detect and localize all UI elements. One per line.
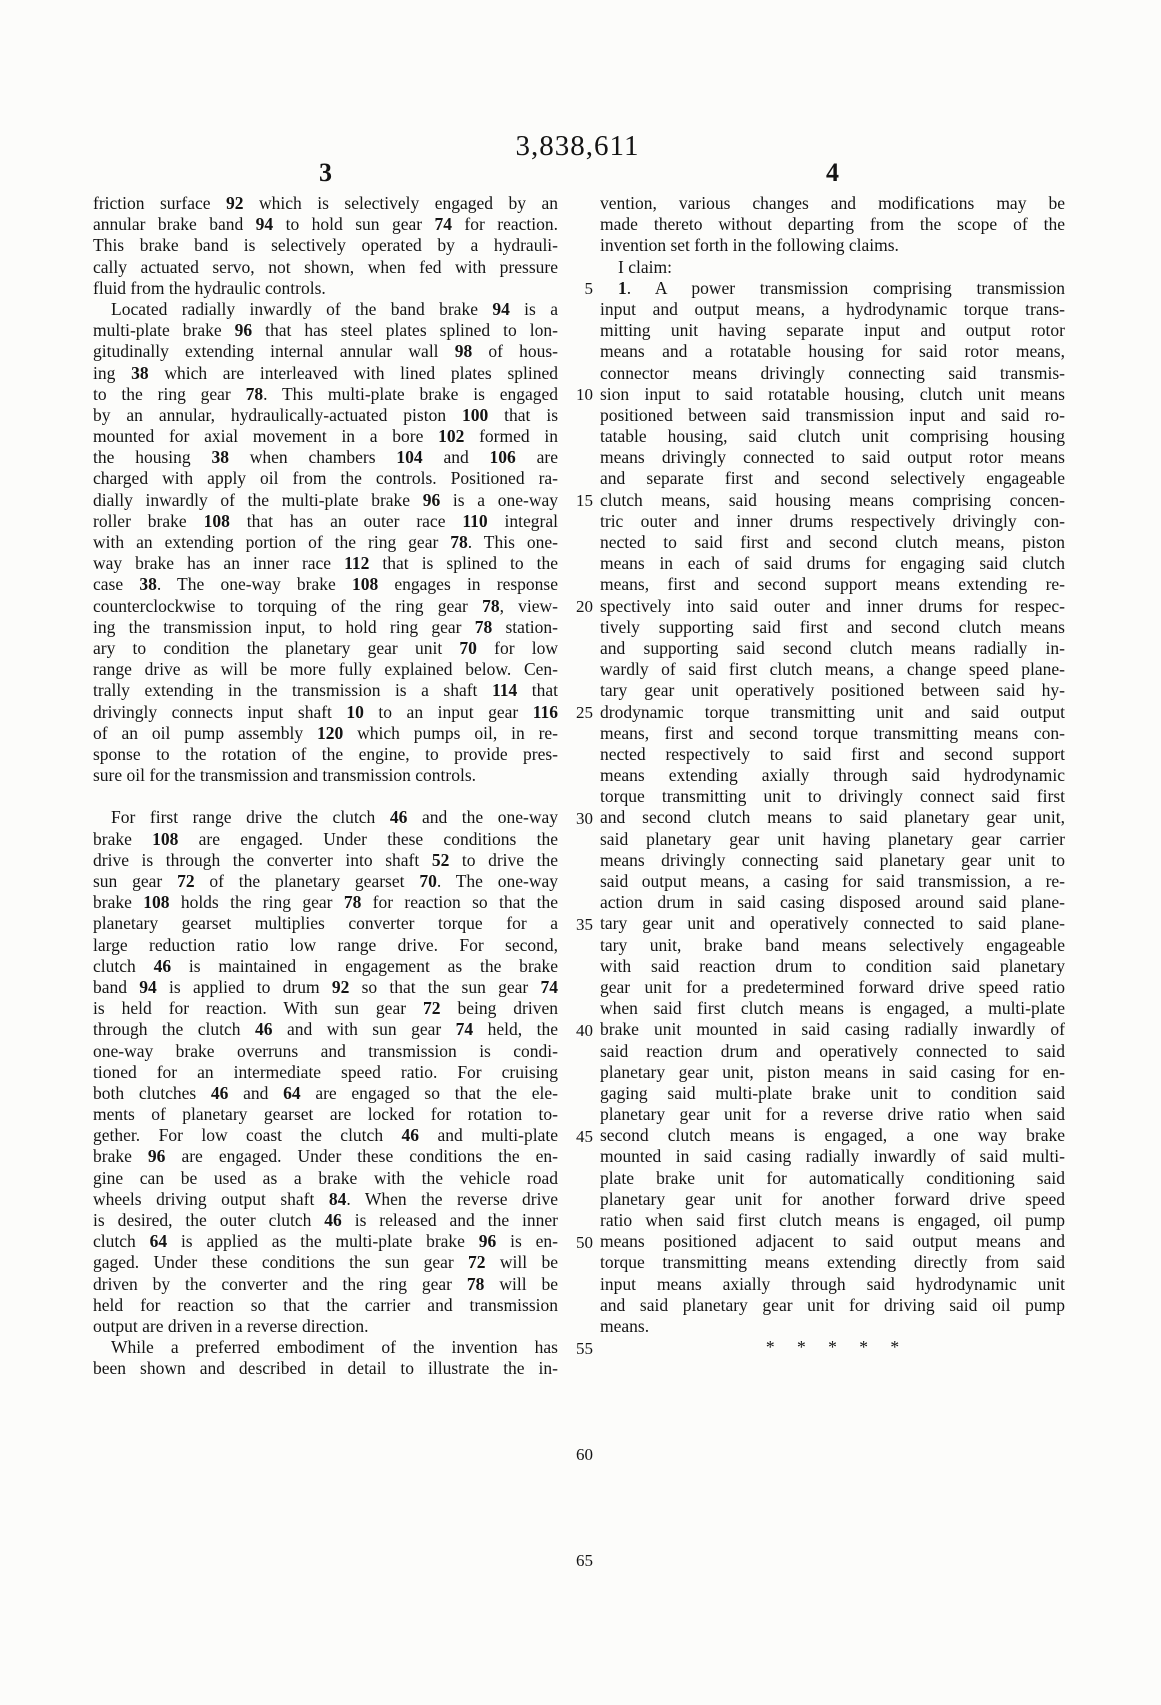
text-line: mounted in said casing radially inwardly of said multi- [600, 1146, 1065, 1167]
text-line: way brake has an inner race 112 that is splined to the [93, 553, 558, 574]
text-line: vention, various changes and modifications may be [600, 193, 1065, 213]
line-number: 35 [576, 914, 593, 934]
text-line: output are driven in a reverse direction. [93, 1315, 369, 1336]
text-line: wheels driving output shaft 84. When the reverse drive [93, 1188, 558, 1209]
line-number: 20 [576, 596, 593, 616]
text-line: torque transmitting unit to drivingly connect said first [600, 786, 1065, 807]
text-line: range drive as will be more fully explained below. Cen- [93, 659, 558, 680]
text-line: input means axially through said hydrodynamic unit [600, 1273, 1065, 1294]
text-line: torque transmitting means extending directly from said [600, 1252, 1065, 1273]
text-line: tary gear unit and operatively connected to said plane- [600, 913, 1065, 934]
column-left-text [93, 193, 558, 1380]
text-line: means extending axially through said hydrodynamic [600, 765, 1065, 786]
text-line: gaged. Under these conditions the sun gear 72 will be [93, 1252, 558, 1273]
text-line: drivingly connects input shaft 10 to an input gear 116 [93, 701, 558, 722]
text-line: tary gear unit operatively positioned between said hy- [600, 680, 1065, 701]
text-line: sure oil for the transmission and transmission controls. [93, 765, 477, 786]
text-line: * * * * * [765, 1337, 900, 1358]
text-line: gear unit for a predetermined forward drive speed ratio [600, 976, 1065, 997]
text-line: the housing 38 when chambers 104 and 106 are [93, 447, 558, 468]
text-line: I claim: [618, 256, 672, 277]
text-line: been shown and described in detail to illustrate the in- [93, 1358, 558, 1379]
text-line: means, first and second torque transmitting means con- [600, 722, 1065, 743]
text-line: multi-plate brake 96 that has steel plates splined to lon- [93, 320, 558, 341]
line-number: 30 [576, 808, 593, 828]
text-line: gether. For low coast the clutch 46 and multi-plate [93, 1125, 558, 1146]
line-number: 5 [584, 278, 593, 298]
text-line: charged with apply oil from the controls. Positioned ra- [93, 468, 558, 489]
text-line: and separate first and second selectively engageable [600, 468, 1065, 489]
line-number: 50 [576, 1232, 593, 1252]
text-line: For first range drive the clutch 46 and the one-way [111, 807, 558, 828]
text-line: ratio when said first clutch means is engaged, oil pump [600, 1210, 1065, 1230]
text-line: said reaction drum and operatively connected to said [600, 1040, 1065, 1061]
line-number: 15 [576, 490, 593, 510]
text-line: spectively into said outer and inner drums for respec- [600, 595, 1065, 616]
text-line: tioned for an intermediate speed ratio. For cruising [93, 1061, 558, 1082]
text-line: clutch 46 is maintained in engagement as the brake [93, 955, 558, 976]
text-line: of an oil pump assembly 120 which pumps oil, in re- [93, 722, 559, 743]
text-line: to the ring gear 78. This multi-plate brake is engaged [93, 383, 559, 404]
text-line: drive is through the converter into shaft 52 to drive the [93, 849, 558, 870]
text-line: tric outer and inner drums respectively drivingly con- [600, 510, 1065, 531]
text-line: connector means drivingly connecting said transmis- [600, 362, 1065, 383]
text-line: said planetary gear unit having planetary gear carrier [600, 828, 1065, 849]
blank-line [93, 786, 558, 807]
text-line: said output means, a casing for said transmission, a re- [600, 871, 1065, 891]
text-line: nected to said first and second clutch means, piston [600, 532, 1065, 552]
text-line: fluid from the hydraulic controls. [93, 277, 326, 298]
text-line: brake 108 are engaged. Under these conditions the [93, 828, 558, 849]
text-line: brake 108 holds the ring gear 78 for reaction so that the [93, 892, 558, 913]
text-line: wardly of said first clutch means, a change speed plane- [600, 659, 1065, 680]
text-line: large reduction ratio low range drive. For second, [93, 934, 558, 955]
text-line: planetary gear unit, piston means in said casing for en- [600, 1061, 1065, 1082]
text-line: gitudinally extending internal annular wall 98 of hous- [93, 341, 559, 362]
line-number: 40 [576, 1020, 593, 1040]
text-line: brake 96 are engaged. Under these conditions the en- [93, 1146, 558, 1167]
text-line: This brake band is selectively operated by a hydrauli- [93, 235, 558, 256]
text-line: means, first and second support means extending re- [600, 574, 1065, 595]
text-line: driven by the converter and the ring gear 78 will be [93, 1273, 558, 1294]
text-line: both clutches 46 and 64 are engaged so that the ele- [93, 1082, 558, 1103]
text-line: mitting unit having separate input and output rotor [600, 320, 1065, 341]
column-number-right: 4 [826, 158, 839, 187]
text-line: made thereto without departing from the scope of the [600, 214, 1065, 235]
text-line: drodynamic torque transmitting unit and said output [600, 701, 1065, 722]
text-line: tary unit, brake band means selectively engageable [600, 934, 1065, 955]
text-line: through the clutch 46 and with sun gear 74 held, the [93, 1019, 558, 1040]
text-line: dially inwardly of the multi-plate brake 96 is a one-way [93, 489, 558, 510]
text-line: and supporting said second clutch means radially in- [600, 637, 1065, 658]
text-line: counterclockwise to torquing of the ring gear 78, view- [93, 595, 558, 616]
text-line: trally extending in the transmission is a shaft 114 that [93, 680, 558, 701]
line-number: 10 [576, 384, 593, 404]
line-number: 45 [576, 1126, 593, 1146]
text-line: invention set forth in the following claims. [600, 235, 899, 256]
text-line: clutch 64 is applied as the multi-plate brake 96 is en- [93, 1231, 558, 1252]
text-line: and second clutch means to said planetary gear unit, [600, 807, 1065, 828]
text-line: ing the transmission input, to hold ring gear 78 station- [93, 616, 558, 637]
text-line: planetary gear unit for another forward drive speed [600, 1188, 1065, 1209]
text-line: gine can be used as a brake with the vehicle road [93, 1167, 558, 1188]
text-line: with an extending portion of the ring gear 78. This one- [93, 532, 558, 552]
text-line: roller brake 108 that has an outer race 110 integral [93, 510, 558, 531]
text-line: ments of planetary gearset are locked for rotation to- [93, 1104, 558, 1125]
text-line: Located radially inwardly of the band brake 94 is a [111, 298, 558, 319]
text-line: annular brake band 94 to hold sun gear 74 for reaction. [93, 214, 559, 235]
column-right-text [600, 193, 1065, 1358]
text-line: one-way brake overruns and transmission is condi- [93, 1040, 558, 1061]
text-line: second clutch means is engaged, a one way brake [600, 1125, 1065, 1146]
text-line: tively supporting said first and second clutch means [600, 616, 1065, 637]
line-number: 65 [576, 1550, 593, 1570]
line-number: 25 [576, 702, 593, 722]
text-line: is held for reaction. With sun gear 72 being driven [93, 998, 558, 1019]
text-line: case 38. The one-way brake 108 engages in response [93, 574, 558, 595]
text-line: means drivingly connecting said planetary gear unit to [600, 849, 1065, 870]
text-line: means in each of said drums for engaging said clutch [600, 553, 1065, 574]
line-number: 55 [576, 1338, 593, 1358]
text-line: means. [600, 1315, 650, 1336]
text-line: when said first clutch means is engaged, a multi-plate [600, 998, 1065, 1019]
text-line: tatable housing, said clutch unit comprising housing [600, 426, 1065, 447]
text-line: friction surface 92 which is selectively engaged by an [93, 193, 558, 213]
text-line: by an annular, hydraulically-actuated piston 100 that is [93, 404, 558, 425]
text-line: input and output means, a hydrodynamic torque trans- [600, 298, 1065, 319]
text-line: planetary gear unit for a reverse drive ratio when said [600, 1104, 1065, 1125]
text-line: means and a rotatable housing for said rotor means, [600, 341, 1065, 362]
text-line: planetary gearset multiplies converter torque for a [93, 913, 558, 934]
text-line: mounted for axial movement in a bore 102 formed in [93, 426, 558, 447]
text-line: gaging said multi-plate brake unit to condition said [600, 1082, 1065, 1103]
text-line: action drum in said casing disposed around said plane- [600, 892, 1065, 913]
text-line: means positioned adjacent to said output means and [600, 1231, 1065, 1252]
text-line: nected respectively to said first and second support [600, 743, 1065, 764]
text-line: cally actuated servo, not shown, when fed with pressure [93, 256, 558, 277]
text-line: plate brake unit for automatically conditioning said [600, 1167, 1065, 1188]
text-line: sun gear 72 of the planetary gearset 70. The one-way [93, 871, 558, 891]
text-line: with said reaction drum to condition said planetary [600, 955, 1065, 976]
column-number-left: 3 [319, 158, 332, 187]
text-line: sponse to the rotation of the engine, to provide pres- [93, 743, 558, 764]
line-number: 60 [576, 1444, 593, 1464]
text-line: band 94 is applied to drum 92 so that the sun gear 74 [93, 976, 558, 997]
text-line: clutch means, said housing means comprising concen- [600, 489, 1065, 510]
text-line: While a preferred embodiment of the invention has [111, 1337, 558, 1358]
text-line: positioned between said transmission input and said ro- [600, 404, 1065, 425]
text-line: sion input to said rotatable housing, clutch unit means [600, 383, 1065, 404]
text-line: 1. A power transmission comprising transmission [618, 277, 1065, 298]
patent-number: 3,838,611 [515, 130, 640, 162]
text-line: held for reaction so that the carrier and transmission [93, 1294, 558, 1315]
text-line: ing 38 which are interleaved with lined plates splined [93, 362, 558, 383]
text-line: ary to condition the planetary gear unit 70 for low [93, 637, 558, 658]
text-line: brake unit mounted in said casing radially inwardly of [600, 1019, 1065, 1040]
text-line: and said planetary gear unit for driving said oil pump [600, 1294, 1065, 1315]
text-line: means drivingly connected to said output rotor means [600, 447, 1065, 468]
text-line: is desired, the outer clutch 46 is released and the inner [93, 1210, 558, 1230]
